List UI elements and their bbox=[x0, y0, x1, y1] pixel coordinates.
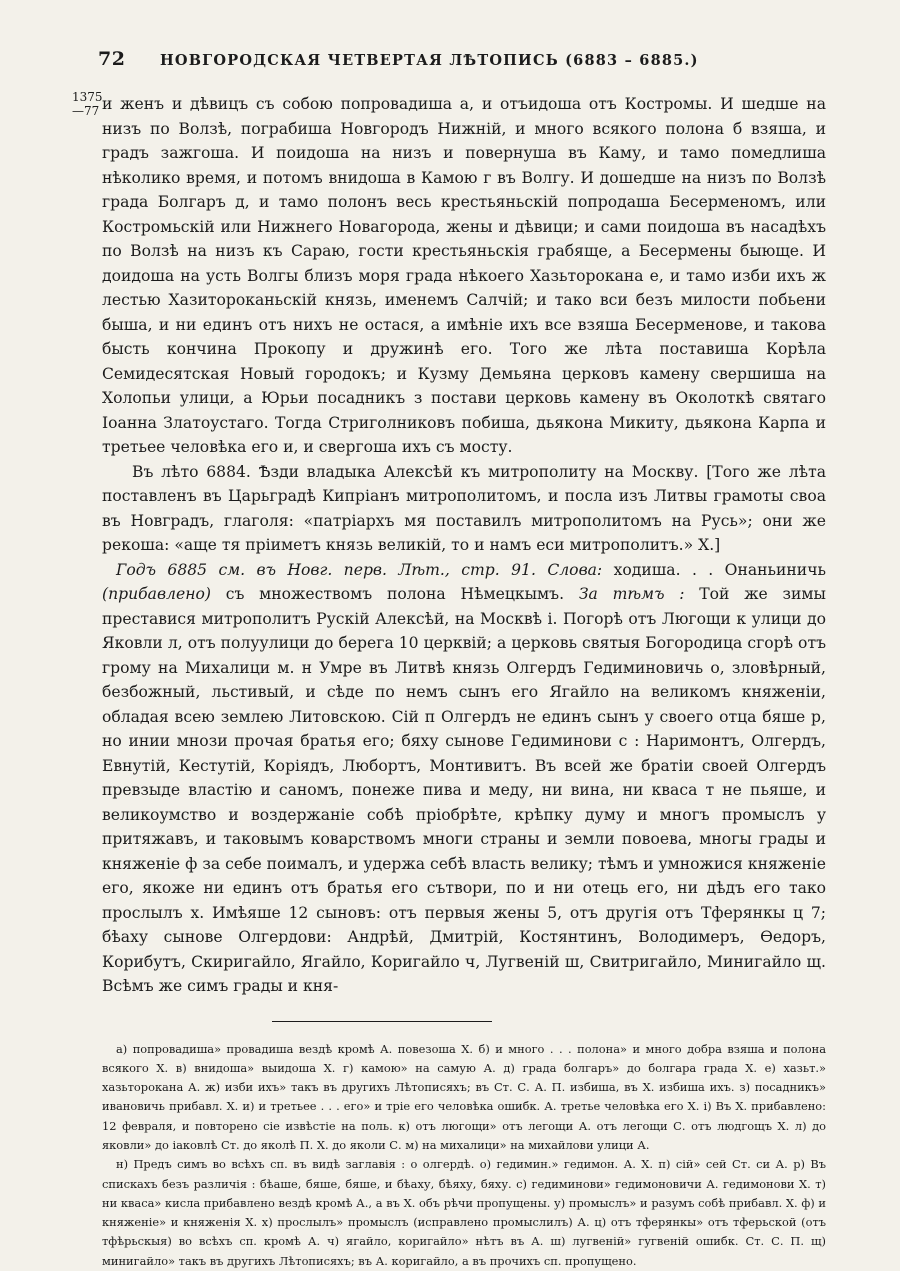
running-head: НОВГОРОДСКАЯ ЧЕТВЕРТАЯ ЛѢТОПИСЬ (6883 – 6885.) bbox=[160, 52, 699, 69]
footnotes bbox=[102, 1040, 826, 1271]
editorial-note: Годъ 6885 см. въ Новг. перв. Лѣт., стр. 91. Слова: bbox=[116, 561, 602, 579]
margin-year-bottom: —77 bbox=[72, 104, 99, 118]
page-number: 72 bbox=[98, 48, 160, 70]
margin-year-top: 1375 bbox=[72, 90, 103, 104]
paragraph-2: Въ лѣто 6884. Ѣзди владыка Алексѣй къ митрополиту на Москву. [Того же лѣта поставленъ въ Царьградѣ Кипріанъ митрополитомъ, и посла изъ Литвы грамоты своа въ Новградъ, глаголя: «патріархъ мя поставилъ митрополитомъ на Русь»; они же рекоша: «аще тя пріиметъ князь великій, то и намъ еси митрополитъ.» Х.] bbox=[102, 460, 826, 558]
footnote-block-1: а) попровадиша» провадиша вездѣ кромѣ А. повезоша Х. б) и много . . . полона» и много добра взяша и полона всякого Х. в) внидоша» выидоша Х. г) камою» на самую А. д) града болгаръ» до болгара града Х. е) хазьт.» хазьторокана А. ж) изби ихъ» такъ въ другихъ Лѣтописяхъ; въ Ст. С. А. П. избиша, въ Х. избиша ихъ. з) посадникъ» ивановичь прибавл. Х. и) и третьее . . . его» и тріе его человѣка ошибк. А. третье человѣка его Х. і) Въ Х. прибавлено: 12 февраля, и повторено сіе извѣстіе на поль. к) отъ люгощи» отъ легощи А. отъ легощи С. отъ людгощъ Х. л) до яковли» до іаковлѣ Ст. до яколѣ П. Х. до яколи С. м) на михалици» на михайлови улици А. bbox=[102, 1040, 826, 1156]
editorial-zatem: За тѣмъ : bbox=[579, 585, 685, 603]
footnote-block-2: н) Предъ симъ во всѣхъ сп. въ видѣ заглавія : о олгердѣ. о) гедимин.» гедимон. А. Х. п) сій» сей Ст. си А. р) Въ спискахъ безъ различія : бѣаше, бяше, бяше, и бѣаху, бѣяху, бяху. с) гедиминови» гедимоновичи А. гедимонови Х. т) ни кваса» кисла прибавлено вездѣ кромѣ А., а въ Х. объ рѣчи пропущены. у) промыслъ» и разумъ собѣ прибавл. Х. ф) и княженіе» и княженія Х. х) прослылъ» промыслъ (исправлено промыслилъ) А. ц) отъ тферянкы» отъ тферьской (отъ тфѣрьскыя) во всѣхъ сп. кромѣ А. ч) ягайло, коригайло» нѣтъ въ А. ш) лугвеній» гугвеній ошибк. Ст. С. П. щ) минигайло» такъ въ другихъ Лѣтописяхъ; въ А. коригайло, а въ прочихъ сп. пропущено. bbox=[102, 1155, 826, 1271]
paragraph-3-text-b: съ множествомъ полона Нѣмецкымъ. bbox=[211, 585, 579, 603]
paragraph-3-text-c: Той же зимы преставися митрополитъ Рускій Алексѣй, на Москвѣ і. Погорѣ отъ Люгощи к улици до Яковли л, отъ полуулици до берега 10 церквій; а церковь святыя Богородица сгорѣ отъ грому на Михалици м. н Умре въ Литвѣ князь Олгердъ Гедиминовичь о, зловѣрный, безбожный, льстивый, и сѣде по немъ сынъ его Ягайло на великомъ княженіи, обладая всею землею Литовскою. Сій п Олгердъ не единъ сынъ у своего отца бяше р, но инии мнози прочая братья его; бяху сынове Гедиминови с : Наримонтъ, Олгердъ, Евнутій, Кестутій, Коріядъ, Любортъ, Монтивитъ. Въ всей же братіи своей Олгердъ превзыде властію и саномъ, понеже пива и меду, ни вина, ни кваса т не пьяше, и великоумство и воздержаніе собѣ пріобрѣте, крѣпку думу и многъ промыслъ у притяжавъ, и таковымъ коварствомъ многи страны и земли повоева, многы грады и княженіе ф за себе поималъ, и удержа себѣ власть велику; тѣмъ и умножися княженіе его, якоже ни единъ отъ братья его сътвори, по и ни отець его, ни дѣдъ его тако прослылъ х. Имѣяше 12 сыновъ: отъ первыя жены 5, отъ другія отъ Тферянкы ц 7; бѣаху сынове Олгердови: Андрѣй, Дмитрій, Костянтинъ, Володимеръ, Ѳедоръ, Корибутъ, Скиригайло, Ягайло, Коригайло ч, Лугвеній ш, Свитригайло, Минигайло щ. Всѣмъ же симъ грады и кня- bbox=[102, 585, 826, 995]
paragraph-3 bbox=[102, 558, 826, 999]
paragraph-1: и женъ и дѣвицъ съ собою попровадиша а, и отъидоша отъ Костромы. И шедше на низъ по Волзѣ, пограбиша Новгородъ Нижній, и много всякого полона б взяша, и градъ зажгоша. И поидоша на низъ и повернуша въ Каму, и тамо помедлиша нѣколико время, и потомъ внидоша в Камою г въ Волгу. И дошедше на низъ по Волзѣ града Болгаръ д, и тамо полонъ весь крестьяньскій попродаша Бесерменомъ, или Костромьскій или Нижнего Новагорода, жены и дѣвици; и сами поидоша въ насадѣхъ по Волзѣ на низъ къ Сараю, гости крестьяньскія грабяще, а Бесермены быюще. И доидоша на усть Волгы близъ моря града нѣкоего Хазьторокана е, и тамо изби ихъ ж лестью Хазиторокaньскій князь, именемъ Салчій; и тако вси безъ милости побьени быша, и ни единъ отъ нихъ не остася, а имѣніе ихъ все взяша Бесерменове, и такова бысть кончина Прокопу и дружинѣ его. Того же лѣта поставиша Корѣла Семидесятская Новый городокъ; и Кузму Демьяна церковъ камену свершиша на Холопьи улици, а Юрьи посадникъ з постави церковь камену въ Околоткѣ святаго Іоанна Златоустаго. Тогда Стриголниковъ побиша, дьякона Микиту, дьякона Карпа и третьее человѣка его и, и свергоша ихъ съ мосту. bbox=[102, 92, 826, 460]
page-header bbox=[102, 48, 826, 70]
paragraph-3-text-a: ходиша. . . Онаньиничь bbox=[602, 561, 826, 579]
footnote-divider bbox=[272, 1021, 492, 1022]
editorial-paren: (прибавлено) bbox=[102, 585, 211, 603]
main-text bbox=[102, 92, 826, 999]
